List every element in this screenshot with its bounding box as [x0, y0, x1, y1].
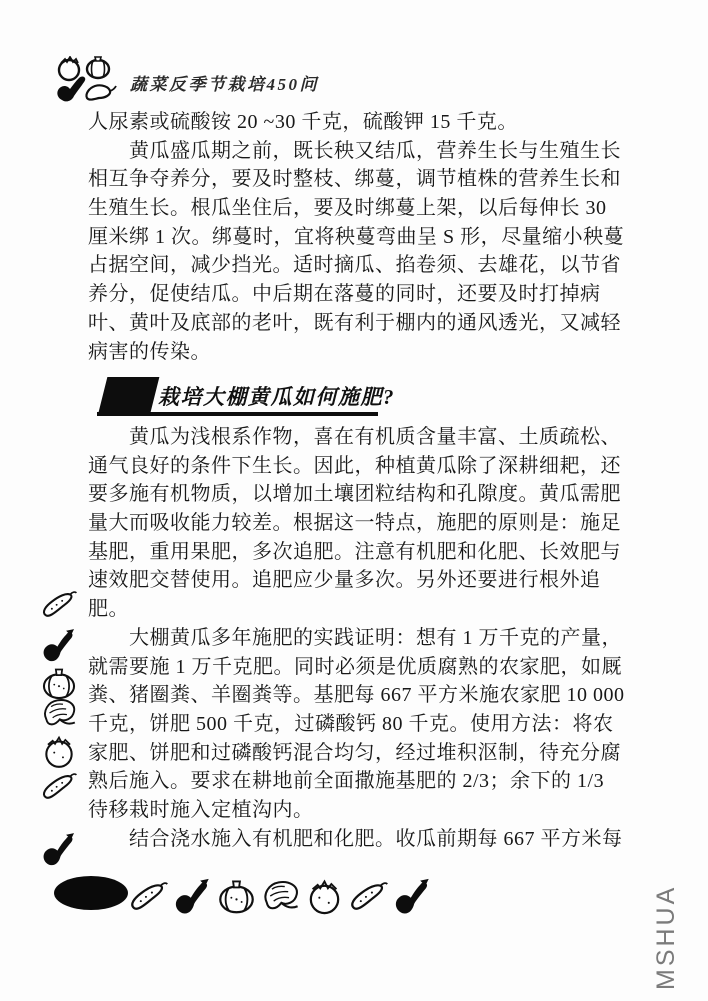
text-line: 相互争夺养分，要及时整枝、绑蔓，调节植株的营养生长和	[88, 168, 621, 191]
text-line: 厘米绑 1 次。绑蔓时，宜将秧蔓弯曲呈 S 形，尽量缩小秧蔓	[88, 225, 625, 248]
eggplant-icon	[40, 830, 78, 868]
paragraph-body	[88, 423, 633, 853]
text-line: 速效肥交替使用。追肥应少量多次。另外还要进行根外追	[88, 569, 601, 592]
tomato-icon	[304, 876, 345, 916]
vegetables-logo-icon	[54, 56, 120, 114]
margin-vegetable-strip	[38, 580, 84, 880]
tomato-icon	[40, 732, 78, 770]
text-line: 黄瓜为浅根系作物，喜在有机质含量丰富、土质疏松、	[88, 426, 621, 448]
text-line: 大棚黄瓜多年施肥的实践证明：想有 1 万千克的产量，	[88, 626, 622, 649]
text-line: 人尿素或硫酸铵 20 ~30 千克，硫酸钾 15 千克。	[88, 111, 518, 133]
text-line: 待移栽时施入定植沟内。	[88, 798, 314, 821]
footer-vegetable-row	[128, 874, 448, 918]
cabbage-icon	[260, 876, 301, 916]
paragraph-top	[88, 108, 633, 366]
text-line: 结合浇水施入有机肥和化肥。收瓜前期每 667 平方米每	[88, 827, 623, 850]
text-line: 养分，促使结瓜。中后期在落蔓的同时，还要及时打掉病	[88, 283, 601, 306]
text-line: 基肥，重用果肥，多次追肥。注意有机肥和化肥、长效肥与	[88, 540, 621, 563]
text-line: 肥。	[88, 598, 129, 621]
text-line: 要多施有机物质，以增加土壤团粒结构和孔隙度。黄瓜需肥	[88, 483, 621, 506]
text-line: 熟后施入。要求在耕地前全面撒施基肥的 2/3；余下的 1/3	[88, 770, 605, 793]
text-line: 病害的传染。	[88, 340, 211, 363]
text-line: 就需要施 1 万千克肥。同时必须是优质腐熟的农家肥，如厩	[88, 655, 622, 678]
text-line: 黄瓜盛瓜期之前，既长秧又结瓜，营养生长与生殖生长	[88, 139, 621, 162]
question-number-redacted-box	[99, 377, 160, 412]
text-line: 占据空间，减少挡光。适时摘瓜、掐卷须、去雄花，以节省	[88, 254, 621, 277]
pumpkin-icon	[216, 876, 257, 916]
text-line: 生殖生长。根瓜坐住后，要及时绑蔓上架，以后每伸长 30	[88, 197, 607, 220]
page-number-blackout-ellipse	[54, 876, 128, 910]
section-heading: 栽培大棚黄瓜如何施肥?	[158, 385, 395, 409]
text-line: 家肥、饼肥和过磷酸钙混合均匀，经过堆积沤制，待充分腐	[88, 741, 621, 764]
cucumber-icon	[128, 876, 169, 916]
cabbage-icon	[40, 694, 78, 732]
eggplant-icon	[172, 876, 213, 916]
section-heading-underline	[97, 412, 378, 416]
cucumber-icon	[40, 767, 78, 805]
eggplant-icon	[392, 876, 433, 916]
text-line: 粪、猪圈粪、羊圈粪等。基肥每 667 平方米施农家肥 10 000	[88, 684, 625, 707]
text-line: 通气良好的条件下生长。因此，种植黄瓜除了深耕细耙，还	[88, 454, 621, 477]
eggplant-icon	[40, 626, 78, 664]
text-line: 量大而吸收能力较差。根据这一特点，施肥的原则是：施足	[88, 512, 621, 535]
cucumber-icon	[40, 585, 78, 623]
cucumber-icon	[348, 876, 389, 916]
watermark-text: MSHUA	[652, 884, 680, 990]
text-line: 叶、黄叶及底部的老叶，既有利于棚内的通风透光，又减轻	[88, 311, 621, 334]
book-title: 蔬菜反季节栽培450问	[130, 75, 319, 94]
text-line: 千克，饼肥 500 千克，过磷酸钙 80 千克。使用方法：将农	[88, 712, 614, 735]
